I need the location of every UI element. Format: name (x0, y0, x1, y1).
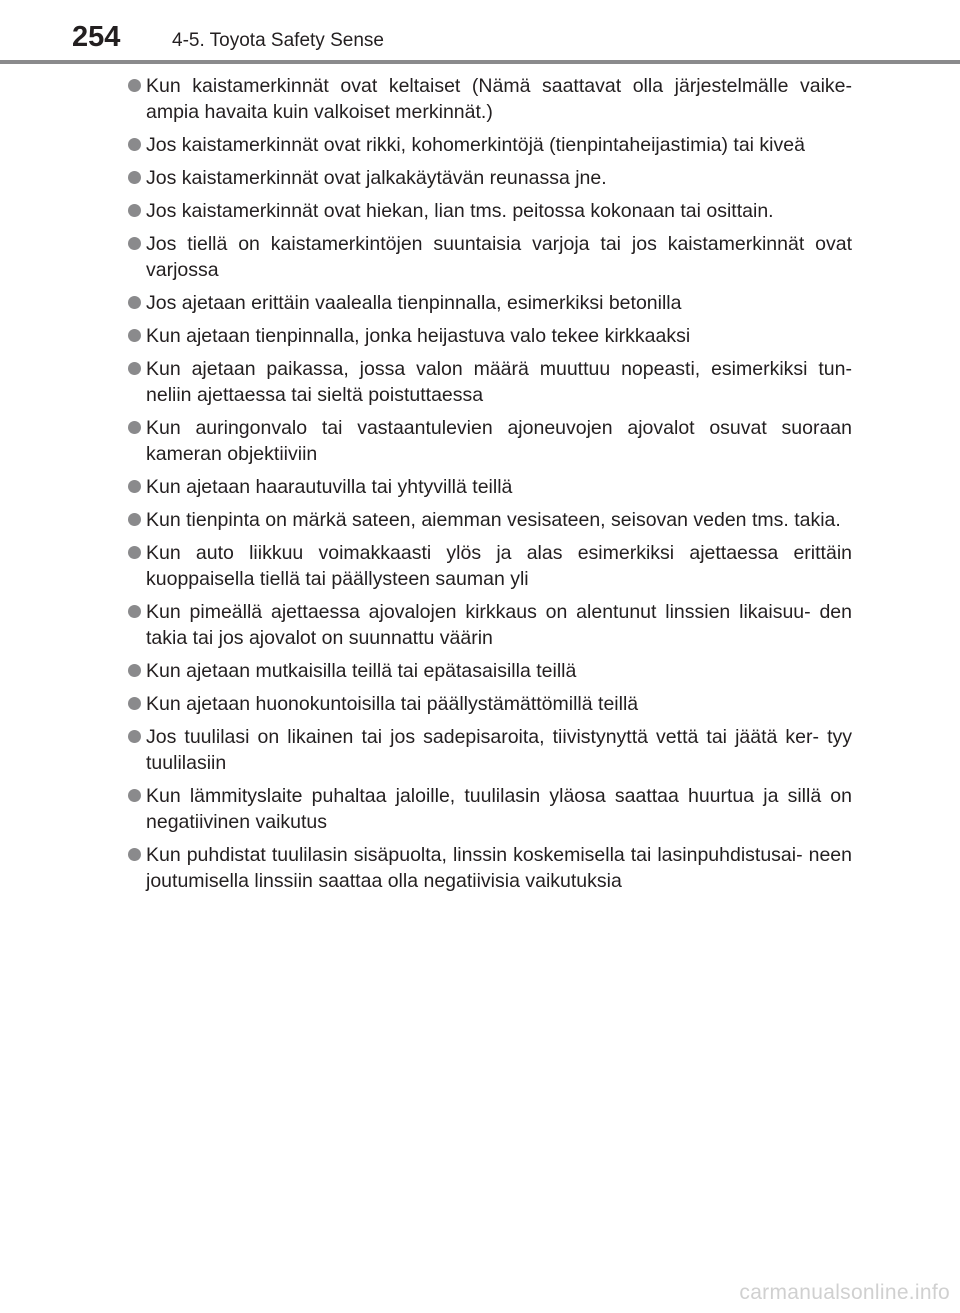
list-item (128, 198, 852, 224)
list-item (128, 783, 852, 835)
bullet-icon (128, 730, 141, 743)
list-item-text: Jos kaistamerkinnät ovat rikki, kohomerkintöjä (tienpintaheijastimia) tai kiveä (146, 134, 805, 156)
list-item (128, 691, 852, 717)
list-item-text: Kun ajetaan mutkaisilla teillä tai epätasaisilla teillä (146, 660, 577, 682)
bullet-icon (128, 362, 141, 375)
bullet-icon (128, 605, 141, 618)
list-item (128, 474, 852, 500)
bullet-icon (128, 546, 141, 559)
list-item (128, 842, 852, 894)
bullet-icon (128, 296, 141, 309)
list-item (128, 231, 852, 283)
bullet-icon (128, 171, 141, 184)
list-item-text: Kun ajetaan paikassa, jossa valon määrä muuttuu nopeasti, esimerkiksi tun- neliin ajettaessa tai sieltä poistuttaessa (146, 358, 852, 406)
bullet-icon (128, 138, 141, 151)
bullet-icon (128, 848, 141, 861)
bullet-icon (128, 79, 141, 92)
list-item (128, 540, 852, 592)
list-item-text: Kun kaistamerkinnät ovat keltaiset (Nämä saattavat olla järjestelmälle vaike- ampia havaita kuin valkoiset merkinnät.) (146, 75, 852, 123)
list-item (128, 658, 852, 684)
list-item-text: Kun pimeällä ajettaessa ajovalojen kirkkaus on alentunut linssien likaisuu- den takia tai jos ajovalot on suunnattu väärin (146, 601, 852, 649)
list-item-text: Kun auringonvalo tai vastaantulevien ajoneuvojen ajovalot osuvat suoraan kameran objektiiviin (146, 417, 852, 465)
list-item-text: Kun ajetaan tienpinnalla, jonka heijastuva valo tekee kirkkaaksi (146, 325, 691, 347)
list-item-text: Kun auto liikkuu voimakkaasti ylös ja alas esimerkiksi ajettaessa erittäin kuoppaisella tiellä tai päällysteen sauman yli (146, 542, 852, 590)
list-item (128, 415, 852, 467)
bullet-icon (128, 237, 141, 250)
bullet-icon (128, 789, 141, 802)
bullet-icon (128, 329, 141, 342)
list-item (128, 599, 852, 651)
list-item-text: Kun ajetaan haarautuvilla tai yhtyvillä teillä (146, 476, 513, 498)
page-number: 254 (72, 21, 121, 53)
page-header (0, 0, 960, 70)
list-item (128, 724, 852, 776)
bullet-icon (128, 480, 141, 493)
list-item (128, 323, 852, 349)
bullet-icon (128, 204, 141, 217)
list-item (128, 290, 852, 316)
list-item (128, 507, 852, 533)
list-item-text: Jos tuulilasi on likainen tai jos sadepisaroita, tiivistynyttä vettä tai jäätä ker- tyy tuulilasiin (146, 726, 852, 774)
watermark-text: carmanualsonline.info (739, 1281, 950, 1304)
list-item-text: Kun puhdistat tuulilasin sisäpuolta, linssin koskemisella tai lasinpuhdistusai- neen joutumisella linssiin saattaa olla negatiivisia vaikutuksia (146, 844, 852, 892)
header-divider (0, 60, 960, 64)
list-item (128, 73, 852, 125)
bullet-icon (128, 664, 141, 677)
bullet-icon (128, 513, 141, 526)
list-item-text: Jos tiellä on kaistamerkintöjen suuntaisia varjoja tai jos kaistamerkinnät ovat varjossa (146, 233, 852, 281)
list-item-text: Jos ajetaan erittäin vaalealla tienpinnalla, esimerkiksi betonilla (146, 292, 682, 314)
bullet-icon (128, 421, 141, 434)
list-item-text: Kun tienpinta on märkä sateen, aiemman vesisateen, seisovan veden tms. takia. (146, 509, 841, 531)
list-item-text: Jos kaistamerkinnät ovat jalkakäytävän reunassa jne. (146, 167, 607, 189)
list-item-text: Kun lämmityslaite puhaltaa jaloille, tuulilasin yläosa saattaa huurtua ja sillä on negatiivinen vaikutus (146, 785, 852, 833)
section-title: 4-5. Toyota Safety Sense (172, 30, 384, 51)
list-item (128, 356, 852, 408)
bullet-icon (128, 697, 141, 710)
list-item-text: Jos kaistamerkinnät ovat hiekan, lian tms. peitossa kokonaan tai osittain. (146, 200, 774, 222)
list-item (128, 165, 852, 191)
list-item-text: Kun ajetaan huonokuntoisilla tai päällystämättömillä teillä (146, 693, 639, 715)
list-item (128, 132, 852, 158)
bullet-list (128, 73, 852, 901)
